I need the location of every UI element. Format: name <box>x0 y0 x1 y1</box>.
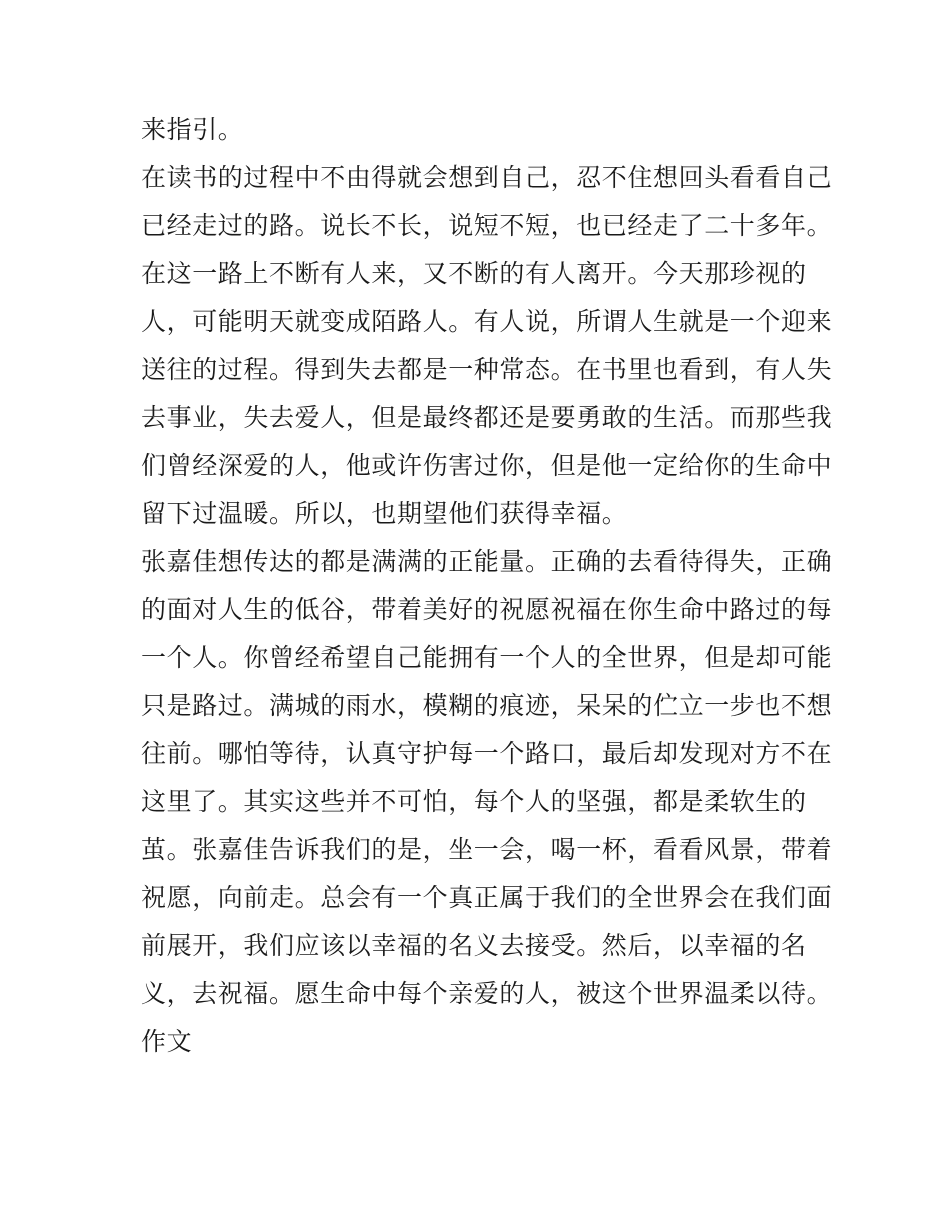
text-line: 在这一路上不断有人来，又不断的有人离开。今天那珍视的 <box>141 259 807 288</box>
text-line: 人，可能明天就变成陌路人。有人说，所谓人生就是一个迎来 <box>141 307 833 336</box>
text-line: 已经走过的路。说长不长，说短不短，也已经走了二十多年。 <box>141 211 833 240</box>
text-line: 的面对人生的低谷，带着美好的祝愿祝福在你生命中路过的每 <box>141 595 833 624</box>
text-line: 来指引。 <box>141 115 244 144</box>
document-body <box>141 106 833 1066</box>
text-line: 一个人。你曾经希望自己能拥有一个人的全世界，但是却可能 <box>141 643 833 672</box>
text-line: 在读书的过程中不由得就会想到自己，忍不住想回头看看自己 <box>141 163 833 192</box>
text-line: 们曾经深爱的人，他或许伤害过你，但是他一定给你的生命中 <box>141 451 833 480</box>
text-line: 义，去祝福。愿生命中每个亲爱的人，被这个世界温柔以待。 <box>141 979 833 1008</box>
text-line: 去事业，失去爱人，但是最终都还是要勇敢的生活。而那些我 <box>141 403 833 432</box>
text-line: 茧。张嘉佳告诉我们的是，坐一会，喝一杯，看看风景，带着 <box>141 835 833 864</box>
text-line: 只是路过。满城的雨水，模糊的痕迹，呆呆的伫立一步也不想 <box>141 691 833 720</box>
text-line: 作文 <box>141 1027 193 1056</box>
text-line: 送往的过程。得到失去都是一种常态。在书里也看到，有人失 <box>141 355 833 384</box>
text-line: 前展开，我们应该以幸福的名义去接受。然后，以幸福的名 <box>141 931 807 960</box>
text-line: 往前。哪怕等待，认真守护每一个路口，最后却发现对方不在 <box>141 739 833 768</box>
text-line: 留下过温暖。所以，也期望他们获得幸福。 <box>141 499 628 528</box>
text-line: 张嘉佳想传达的都是满满的正能量。正确的去看待得失，正确 <box>141 547 833 576</box>
text-line: 祝愿，向前走。总会有一个真正属于我们的全世界会在我们面 <box>141 883 833 912</box>
text-line: 这里了。其实这些并不可怕，每个人的坚强，都是柔软生的 <box>141 787 807 816</box>
